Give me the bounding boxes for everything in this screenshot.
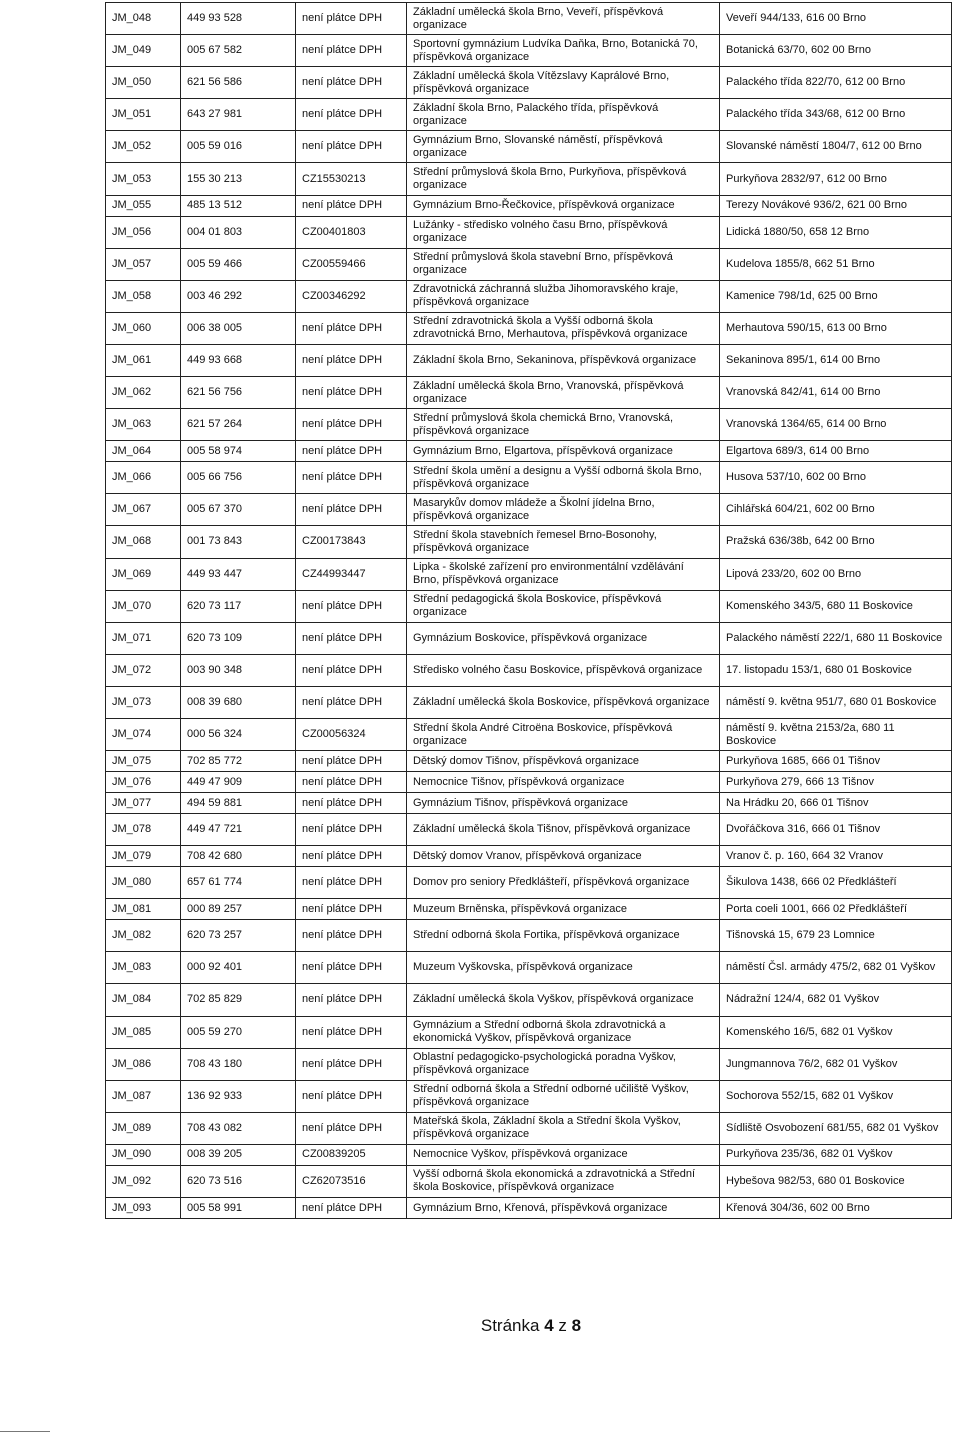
table-row — [106, 920, 952, 952]
ico-cell: 449 93 668 — [181, 344, 296, 376]
table-row — [106, 814, 952, 846]
row-code-cell: JM_080 — [106, 867, 181, 899]
ico-cell: 621 56 756 — [181, 377, 296, 409]
row-code-cell: JM_052 — [106, 131, 181, 163]
ico-cell: 485 13 512 — [181, 195, 296, 216]
row-code-cell: JM_061 — [106, 344, 181, 376]
table-row — [106, 163, 952, 195]
organization-name-cell: Nemocnice Tišnov, příspěvková organizace — [407, 772, 720, 793]
dic-cell: není plátce DPH — [296, 494, 407, 526]
table-row — [106, 377, 952, 409]
organization-name-cell: Střední pedagogická škola Boskovice, příspěvková organizace — [407, 590, 720, 622]
ico-cell: 008 39 205 — [181, 1144, 296, 1165]
organization-name-cell: Základní umělecká škola Tišnov, příspěvková organizace — [407, 814, 720, 846]
dic-cell: není plátce DPH — [296, 751, 407, 772]
dic-cell: CZ00346292 — [296, 280, 407, 312]
dic-cell: není plátce DPH — [296, 899, 407, 920]
organization-name-cell: Dětský domov Vranov, příspěvková organizace — [407, 846, 720, 867]
table-row — [106, 793, 952, 814]
table-row — [106, 867, 952, 899]
dic-cell: CZ44993447 — [296, 558, 407, 590]
ico-cell: 005 67 370 — [181, 494, 296, 526]
organization-name-cell: Vyšší odborná škola ekonomická a zdravotnická a Střední škola Boskovice, příspěvková organizace — [407, 1165, 720, 1197]
page-of-label: z — [558, 1316, 567, 1335]
ico-cell: 001 73 843 — [181, 526, 296, 558]
organization-name-cell: Muzeum Brněnska, příspěvková organizace — [407, 899, 720, 920]
dic-cell: není plátce DPH — [296, 590, 407, 622]
ico-cell: 005 67 582 — [181, 35, 296, 67]
row-code-cell: JM_070 — [106, 590, 181, 622]
ico-cell: 449 47 721 — [181, 814, 296, 846]
row-code-cell: JM_062 — [106, 377, 181, 409]
row-code-cell: JM_057 — [106, 248, 181, 280]
row-code-cell: JM_051 — [106, 99, 181, 131]
address-cell: Botanická 63/70, 602 00 Brno — [720, 35, 952, 67]
address-cell: Porta coeli 1001, 666 02 Předklášteří — [720, 899, 952, 920]
dic-cell: není plátce DPH — [296, 920, 407, 952]
address-cell: Slovanské náměstí 1804/7, 612 00 Brno — [720, 131, 952, 163]
dic-cell: není plátce DPH — [296, 867, 407, 899]
table-row — [106, 751, 952, 772]
organizations-table-body — [106, 3, 952, 1219]
dic-cell: není plátce DPH — [296, 846, 407, 867]
ico-cell: 003 90 348 — [181, 654, 296, 686]
ico-cell: 005 59 016 — [181, 131, 296, 163]
table-row — [106, 3, 952, 35]
ico-cell: 708 43 180 — [181, 1048, 296, 1080]
address-cell: Vranovská 1364/65, 614 00 Brno — [720, 409, 952, 441]
table-row — [106, 344, 952, 376]
table-row — [106, 718, 952, 750]
dic-cell: není plátce DPH — [296, 814, 407, 846]
ico-cell: 620 73 257 — [181, 920, 296, 952]
organization-name-cell: Gymnázium Brno, Slovanské náměstí, příspěvková organizace — [407, 131, 720, 163]
organization-name-cell: Základní umělecká škola Boskovice, příspěvková organizace — [407, 686, 720, 718]
dic-cell: CZ00056324 — [296, 718, 407, 750]
address-cell: Tišnovská 15, 679 23 Lomnice — [720, 920, 952, 952]
total-pages-number: 8 — [571, 1316, 582, 1335]
address-cell: Purkyňova 1685, 666 01 Tišnov — [720, 751, 952, 772]
address-cell: Pražská 636/38b, 642 00 Brno — [720, 526, 952, 558]
row-code-cell: JM_092 — [106, 1165, 181, 1197]
address-cell: Šikulova 1438, 666 02 Předklášteří — [720, 867, 952, 899]
ico-cell: 005 66 756 — [181, 462, 296, 494]
table-row — [106, 195, 952, 216]
address-cell: Sídliště Osvobození 681/55, 682 01 Vyškov — [720, 1112, 952, 1144]
table-row — [106, 409, 952, 441]
address-cell: Komenského 343/5, 680 11 Boskovice — [720, 590, 952, 622]
organization-name-cell: Gymnázium Tišnov, příspěvková organizace — [407, 793, 720, 814]
organization-name-cell: Mateřská škola, Základní škola a Střední škola Vyškov, příspěvková organizace — [407, 1112, 720, 1144]
organization-name-cell: Domov pro seniory Předklášteří, příspěvková organizace — [407, 867, 720, 899]
row-code-cell: JM_083 — [106, 952, 181, 984]
table-row — [106, 216, 952, 248]
row-code-cell: JM_068 — [106, 526, 181, 558]
address-cell: Lidická 1880/50, 658 12 Brno — [720, 216, 952, 248]
table-row — [106, 248, 952, 280]
table-row — [106, 1165, 952, 1197]
dic-cell: není plátce DPH — [296, 377, 407, 409]
address-cell: Na Hrádku 20, 666 01 Tišnov — [720, 793, 952, 814]
address-cell: Purkyňova 279, 666 13 Tišnov — [720, 772, 952, 793]
address-cell: Kudelova 1855/8, 662 51 Brno — [720, 248, 952, 280]
address-cell: Elgartova 689/3, 614 00 Brno — [720, 441, 952, 462]
address-cell: Křenová 304/36, 602 00 Brno — [720, 1198, 952, 1219]
organization-name-cell: Lipka - školské zařízení pro environmentální vzdělávání Brno, příspěvková organizace — [407, 558, 720, 590]
table-row — [106, 280, 952, 312]
organization-name-cell: Střední průmyslová škola chemická Brno, Vranovská, příspěvková organizace — [407, 409, 720, 441]
row-code-cell: JM_087 — [106, 1080, 181, 1112]
dic-cell: není plátce DPH — [296, 312, 407, 344]
dic-cell: není plátce DPH — [296, 1112, 407, 1144]
ico-cell: 620 73 516 — [181, 1165, 296, 1197]
organization-name-cell: Zdravotnická záchranná služba Jihomoravského kraje, příspěvková organizace — [407, 280, 720, 312]
address-cell: Lipová 233/20, 602 00 Brno — [720, 558, 952, 590]
ico-cell: 620 73 109 — [181, 622, 296, 654]
dic-cell: CZ00401803 — [296, 216, 407, 248]
dic-cell: není plátce DPH — [296, 984, 407, 1016]
ico-cell: 449 47 909 — [181, 772, 296, 793]
table-row — [106, 654, 952, 686]
row-code-cell: JM_050 — [106, 67, 181, 99]
table-row — [106, 622, 952, 654]
ico-cell: 449 93 447 — [181, 558, 296, 590]
dic-cell: není plátce DPH — [296, 3, 407, 35]
row-code-cell: JM_073 — [106, 686, 181, 718]
ico-cell: 000 89 257 — [181, 899, 296, 920]
row-code-cell: JM_064 — [106, 441, 181, 462]
dic-cell: CZ15530213 — [296, 163, 407, 195]
organization-name-cell: Gymnázium Brno, Křenová, příspěvková organizace — [407, 1198, 720, 1219]
organization-name-cell: Gymnázium Brno-Řečkovice, příspěvková organizace — [407, 195, 720, 216]
organization-name-cell: Základní umělecká škola Vítězslavy Kaprálové Brno, příspěvková organizace — [407, 67, 720, 99]
dic-cell: není plátce DPH — [296, 952, 407, 984]
row-code-cell: JM_093 — [106, 1198, 181, 1219]
address-cell: Nádražní 124/4, 682 01 Vyškov — [720, 984, 952, 1016]
row-code-cell: JM_090 — [106, 1144, 181, 1165]
dic-cell: není plátce DPH — [296, 195, 407, 216]
ico-cell: 708 42 680 — [181, 846, 296, 867]
row-code-cell: JM_078 — [106, 814, 181, 846]
organization-name-cell: Lužánky - středisko volného času Brno, příspěvková organizace — [407, 216, 720, 248]
organization-name-cell: Oblastní pedagogicko-psychologická poradna Vyškov, příspěvková organizace — [407, 1048, 720, 1080]
organization-name-cell: Masarykův domov mládeže a Školní jídelna Brno, příspěvková organizace — [407, 494, 720, 526]
organization-name-cell: Základní umělecká škola Brno, Veveří, příspěvková organizace — [407, 3, 720, 35]
ico-cell: 643 27 981 — [181, 99, 296, 131]
address-cell: Palackého náměstí 222/1, 680 11 Boskovice — [720, 622, 952, 654]
organizations-table — [105, 2, 952, 1219]
row-code-cell: JM_082 — [106, 920, 181, 952]
ico-cell: 005 59 270 — [181, 1016, 296, 1048]
row-code-cell: JM_049 — [106, 35, 181, 67]
address-cell: Vranov č. p. 160, 664 32 Vranov — [720, 846, 952, 867]
organization-name-cell: Středisko volného času Boskovice, příspěvková organizace — [407, 654, 720, 686]
table-row — [106, 494, 952, 526]
address-cell: Sochorova 552/15, 682 01 Vyškov — [720, 1080, 952, 1112]
organization-name-cell: Základní škola Brno, Palackého třída, příspěvková organizace — [407, 99, 720, 131]
row-code-cell: JM_077 — [106, 793, 181, 814]
row-code-cell: JM_055 — [106, 195, 181, 216]
organization-name-cell: Střední odborná škola a Střední odborné učiliště Vyškov, příspěvková organizace — [407, 1080, 720, 1112]
organization-name-cell: Gymnázium a Střední odborná škola zdravotnická a ekonomická Vyškov, příspěvková organizace — [407, 1016, 720, 1048]
table-row — [106, 462, 952, 494]
table-row — [106, 1144, 952, 1165]
organization-name-cell: Gymnázium Boskovice, příspěvková organizace — [407, 622, 720, 654]
row-code-cell: JM_063 — [106, 409, 181, 441]
address-cell: Komenského 16/5, 682 01 Vyškov — [720, 1016, 952, 1048]
ico-cell: 000 92 401 — [181, 952, 296, 984]
table-row — [106, 1016, 952, 1048]
organization-name-cell: Muzeum Vyškovska, příspěvková organizace — [407, 952, 720, 984]
row-code-cell: JM_069 — [106, 558, 181, 590]
dic-cell: není plátce DPH — [296, 99, 407, 131]
dic-cell: není plátce DPH — [296, 462, 407, 494]
address-cell: 17. listopadu 153/1, 680 01 Boskovice — [720, 654, 952, 686]
table-row — [106, 952, 952, 984]
organization-name-cell: Střední škola André Citroëna Boskovice, příspěvková organizace — [407, 718, 720, 750]
organization-name-cell: Základní umělecká škola Vyškov, příspěvková organizace — [407, 984, 720, 1016]
dic-cell: není plátce DPH — [296, 1198, 407, 1219]
table-row — [106, 846, 952, 867]
table-row — [106, 131, 952, 163]
ico-cell: 003 46 292 — [181, 280, 296, 312]
ico-cell: 702 85 829 — [181, 984, 296, 1016]
organization-name-cell: Základní škola Brno, Sekaninova, příspěvková organizace — [407, 344, 720, 376]
table-row — [106, 67, 952, 99]
ico-cell: 708 43 082 — [181, 1112, 296, 1144]
table-row — [106, 558, 952, 590]
address-cell: Cihlářská 604/21, 602 00 Brno — [720, 494, 952, 526]
address-cell: Merhautova 590/15, 613 00 Brno — [720, 312, 952, 344]
ico-cell: 005 58 974 — [181, 441, 296, 462]
ico-cell: 008 39 680 — [181, 686, 296, 718]
organization-name-cell: Střední průmyslová škola Brno, Purkyňova, příspěvková organizace — [407, 163, 720, 195]
table-row — [106, 1112, 952, 1144]
table-row — [106, 441, 952, 462]
organization-name-cell: Dětský domov Tišnov, příspěvková organizace — [407, 751, 720, 772]
address-cell: Hybešova 982/53, 680 01 Boskovice — [720, 1165, 952, 1197]
dic-cell: není plátce DPH — [296, 686, 407, 718]
table-row — [106, 984, 952, 1016]
current-page-number: 4 — [544, 1316, 554, 1335]
address-cell: náměstí 9. května 2153/2a, 680 11 Boskovice — [720, 718, 952, 750]
table-row — [106, 590, 952, 622]
address-cell: Purkyňova 235/36, 682 01 Vyškov — [720, 1144, 952, 1165]
table-row — [106, 899, 952, 920]
row-code-cell: JM_084 — [106, 984, 181, 1016]
row-code-cell: JM_079 — [106, 846, 181, 867]
row-code-cell: JM_053 — [106, 163, 181, 195]
table-row — [106, 1080, 952, 1112]
row-code-cell: JM_086 — [106, 1048, 181, 1080]
dic-cell: není plátce DPH — [296, 622, 407, 654]
row-code-cell: JM_074 — [106, 718, 181, 750]
dic-cell: není plátce DPH — [296, 344, 407, 376]
row-code-cell: JM_067 — [106, 494, 181, 526]
dic-cell: není plátce DPH — [296, 131, 407, 163]
table-row — [106, 35, 952, 67]
address-cell: náměstí Čsl. armády 475/2, 682 01 Vyškov — [720, 952, 952, 984]
dic-cell: není plátce DPH — [296, 409, 407, 441]
address-cell: Veveří 944/133, 616 00 Brno — [720, 3, 952, 35]
dic-cell: není plátce DPH — [296, 35, 407, 67]
ico-cell: 657 61 774 — [181, 867, 296, 899]
row-code-cell: JM_076 — [106, 772, 181, 793]
organization-name-cell: Střední odborná škola Fortika, příspěvková organizace — [407, 920, 720, 952]
dic-cell: není plátce DPH — [296, 1016, 407, 1048]
row-code-cell: JM_075 — [106, 751, 181, 772]
organization-name-cell: Základní umělecká škola Brno, Vranovská, příspěvková organizace — [407, 377, 720, 409]
address-cell: Purkyňova 2832/97, 612 00 Brno — [720, 163, 952, 195]
ico-cell: 005 58 991 — [181, 1198, 296, 1219]
ico-cell: 136 92 933 — [181, 1080, 296, 1112]
organization-name-cell: Nemocnice Vyškov, příspěvková organizace — [407, 1144, 720, 1165]
organization-name-cell: Sportovní gymnázium Ludvíka Daňka, Brno, Botanická 70, příspěvková organizace — [407, 35, 720, 67]
ico-cell: 702 85 772 — [181, 751, 296, 772]
table-row — [106, 312, 952, 344]
address-cell: Sekaninova 895/1, 614 00 Brno — [720, 344, 952, 376]
row-code-cell: JM_072 — [106, 654, 181, 686]
row-code-cell: JM_058 — [106, 280, 181, 312]
ico-cell: 155 30 213 — [181, 163, 296, 195]
dic-cell: CZ00559466 — [296, 248, 407, 280]
organization-name-cell: Gymnázium Brno, Elgartova, příspěvková organizace — [407, 441, 720, 462]
table-row — [106, 686, 952, 718]
ico-cell: 449 93 528 — [181, 3, 296, 35]
dic-cell: CZ62073516 — [296, 1165, 407, 1197]
ico-cell: 000 56 324 — [181, 718, 296, 750]
address-cell: Vranovská 842/41, 614 00 Brno — [720, 377, 952, 409]
address-cell: Dvořáčkova 316, 666 01 Tišnov — [720, 814, 952, 846]
ico-cell: 621 56 586 — [181, 67, 296, 99]
dic-cell: není plátce DPH — [296, 1080, 407, 1112]
organization-name-cell: Střední škola stavebních řemesel Brno-Bosonohy, příspěvková organizace — [407, 526, 720, 558]
address-cell: Jungmannova 76/2, 682 01 Vyškov — [720, 1048, 952, 1080]
row-code-cell: JM_085 — [106, 1016, 181, 1048]
ico-cell: 620 73 117 — [181, 590, 296, 622]
dic-cell: není plátce DPH — [296, 1048, 407, 1080]
table-row — [106, 1198, 952, 1219]
dic-cell: není plátce DPH — [296, 654, 407, 686]
dic-cell: není plátce DPH — [296, 441, 407, 462]
scan-edge-line — [0, 1431, 50, 1432]
table-row — [106, 1048, 952, 1080]
dic-cell: není plátce DPH — [296, 793, 407, 814]
dic-cell: CZ00839205 — [296, 1144, 407, 1165]
dic-cell: není plátce DPH — [296, 772, 407, 793]
row-code-cell: JM_081 — [106, 899, 181, 920]
row-code-cell: JM_056 — [106, 216, 181, 248]
address-cell: Palackého třída 822/70, 612 00 Brno — [720, 67, 952, 99]
ico-cell: 004 01 803 — [181, 216, 296, 248]
address-cell: Palackého třída 343/68, 612 00 Brno — [720, 99, 952, 131]
dic-cell: CZ00173843 — [296, 526, 407, 558]
page-footer — [0, 1316, 960, 1336]
organization-name-cell: Střední škola umění a designu a Vyšší odborná škola Brno, příspěvková organizace — [407, 462, 720, 494]
address-cell: Terezy Novákové 936/2, 621 00 Brno — [720, 195, 952, 216]
table-row — [106, 772, 952, 793]
row-code-cell: JM_048 — [106, 3, 181, 35]
row-code-cell: JM_066 — [106, 462, 181, 494]
ico-cell: 005 59 466 — [181, 248, 296, 280]
address-cell: Kamenice 798/1d, 625 00 Brno — [720, 280, 952, 312]
row-code-cell: JM_071 — [106, 622, 181, 654]
ico-cell: 006 38 005 — [181, 312, 296, 344]
row-code-cell: JM_060 — [106, 312, 181, 344]
ico-cell: 621 57 264 — [181, 409, 296, 441]
page-label: Stránka — [480, 1316, 540, 1335]
organization-name-cell: Střední průmyslová škola stavební Brno, příspěvková organizace — [407, 248, 720, 280]
table-row — [106, 526, 952, 558]
row-code-cell: JM_089 — [106, 1112, 181, 1144]
address-cell: náměstí 9. května 951/7, 680 01 Boskovice — [720, 686, 952, 718]
table-row — [106, 99, 952, 131]
organization-name-cell: Střední zdravotnická škola a Vyšší odborná škola zdravotnická Brno, Merhautova, příspěvková organizace — [407, 312, 720, 344]
address-cell: Husova 537/10, 602 00 Brno — [720, 462, 952, 494]
dic-cell: není plátce DPH — [296, 67, 407, 99]
ico-cell: 494 59 881 — [181, 793, 296, 814]
